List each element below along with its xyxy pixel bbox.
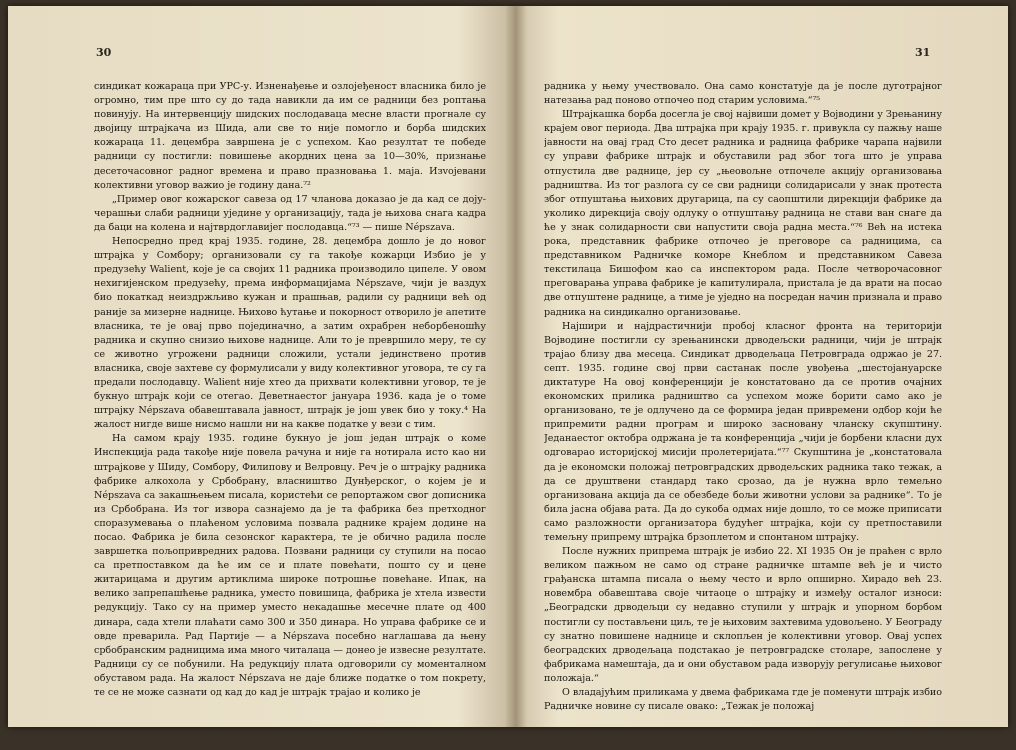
right-paragraph: После нужних припрема штрајк је избио 22. XI 1935 Он је праћен с врло великом пажњом не само од стране радничке штампе већ је и чисто грађанска штампа писала о њему често и врло опширно. Хирадо већ 23. новембра обавештава своје читаоце о штрајку и између осталог износи: „Београдски дрводељци су недавно ступили у штрајк и упорном борбом постигли су постављени циљ, те је њиховим захтевима удовољено. У Београду су знатно повишене наднице и склопљен је колективни уговор. Овај успех београдских дрводељаца подстакао је петровградске столаре, запослене у фабрикама намештаја, да и они обуставом рада изворују регулисање њиховог положаја.“ xyxy=(544,546,942,684)
left-page-number: 30 xyxy=(96,46,112,59)
book-gutter xyxy=(505,6,527,727)
right-page xyxy=(544,80,942,750)
left-paragraph: Непосредно пред крај 1935. године, 28. децембра дошло је до новог штрајка у Сомбору; организовали су га такође кожарци Избио је у предузећу Walient, које је са својих 11 радника производило ципеле. У овом нехигијенском предузећу, према информацијама Népszave, чији је ваздух био покаткад неиздржљиво кужан и прашњав, радили су радници већ од раније за мизерне наднице. Њихово ћутање и покорност отворило је апетите власника, те је овај прво појединачно, а затим охрабрен неборбеношћу радника и скупно снизио њихове наднице. Али то је превршило меру, те су се животно угрожени радници сложили, устали јединствено против власника, своје захтеве су формулисали у виду колективног уговора, те су га предали послодавцу. Walient није хтео да прихвати колективни уговор, те је букнуо штрајк који се отегао. Деветнаестог јануара 1936. када је о томе штрајку Népszava обавештавала јавност, штрајк је још увек био у току.⁴ На жалост нигде више нисмо нашли ни на какве податке у вези с тим. xyxy=(94,236,486,431)
right-page-number: 31 xyxy=(915,46,931,59)
right-paragraph: Штрајкашка борба досегла је свој највиши домет у Војводини у Зрењанину крајем овог периода. Два штрајка при крају 1935. г. привукла су пажњу наше јавности на овај град Сто десет радника и радница фабрике чарапа највили су управи фабрике штрајк и обуставили рад због тога што је управа отпустила две раднице, јер су „њеовољне отпочеле акцију организовања радништва. Из тог разлога су се сви радници солидарисали у знак протеста због отпуштања њихових другарица, па су саопштили дирекцији фабрике да уколико дирекција своју одлуку о отпуштању радница не стави ван снаге да ће у знак солидарности сви напустити своја радна места.“⁷⁶ Већ на истека рока, представник фабрике отпочео је преговоре са радницима, са представником Радничке коморе Кнеблом и представником Савеза текстилаца Бишофом као са инспектором рада. После четворочасовног преговарања управа фабрике је капитулирала, пристала је да врати на посао две отпуштене раднице, а тиме је уједно на посредан начин признала и право радника на синдикално организовање. xyxy=(544,109,942,318)
left-paragraph: На самом крају 1935. године букнуо је још један штрајк о коме Инспекција рада такође није повела рачуна и није га нотирала исто као ни штрајкове у Шиду, Сомбору, Филипову и Велровцу. Реч је о штрајку радника фабрике алкохола у Србобрану, власништво Дунђерског, о којем је и Népszava са закашњењем писала, користећи се репортажом свог дописника из Србобрана. Из тог извора сазнајемо да је та фабрика без претходног споразумевања о плаћеном условима позвала раднике крајем додине на посао. Фабрика је била сезонског карактера, те је обично радила после завршетка пољопривредних радова. Позвани радници су ступили на посао са претпоставком да ће им се и плате повећати, пошто су и цене житарицама и другим артиклима широке потрошње повећане. Ипак, на велико запрепашћење радника, уместо повишица, фабрика је хтела извести редукцију. Тако су на пример уместо некадашње месечне плате од 400 динара, сада хтели плаћати само 300 и 350 динара. Но управа фабрике се и овде преварила. Рад Партије — а Népszava посебно наглашава да њену србобранским радницима има много читалаца — донео је извесне резултате. Радници су се побунили. На редукцију плата одговорили су моменталном обуставом рада. На жалост Népszava не даје ближе податке о том покрету, те се не може сазнати од кад до кад је штрајк трајао и колико је xyxy=(94,433,486,699)
left-paragraph: „Пример овог кожарског савеза од 17 чланова доказао је да кад се дојучерашњи слаби радници уједине у организацију, тада је њихова снага кадра да баци на колена и најтврдоглавијег послодавца.“⁷³ — пише Népszava. xyxy=(94,193,486,233)
right-paragraph: радника у њему учествовало. Она само констатује да је после дуготрајног натезања рад поново отпочео под старим условима.“⁷⁵ xyxy=(544,81,942,107)
right-paragraph: Најшири и најдрастичнији пробој класног фронта на територији Војводине постигли су зрењанински дрводељски радници, чији је штрајк трајао близу два месеца. Синдикат дрводељаца Петровграда одржао је 27. септ. 1935. године свој први састанак после увођења „шестојануарске диктатуре На овој конференцији је констатовано да се против очајних економских прилика радништво са успехом може борити само ако је организовано, те је одлучено да се формира један привремени одбор који ће припремити радни програм и широко засновану чланску скупштину. Једанаестог октобра одржана је та конференција „чији је борбени класни дух одговарао историјској мисији пролетеријата.“⁷⁷ Скупштина је „констатовала да је економски положај петровградских дрводељских радника тако тежак, а да се друштвени стандард тако срозао, да је нужна врло темељно организована акција да се обезбеде бољи животни услови за раднике“. То је била јасна објава рата. Да до сукоба одмах није дошло, то се може приписати само разложности организатора будућег штрајка, који су претпоставили темељну припрему штрајка брзоплетом и спонтаном штрајку. xyxy=(544,320,942,543)
left-page xyxy=(94,80,486,750)
left-paragraph: синдикат кожараца при УРС-у. Изненађење и озлојеђеност власника било је огромно, тим пре што су до тада навикли да им се радници без роптања повинују. На интервенцију шидских послодаваца месне власти прогнале су двојицу штрајкача из Шида, али све то није помогло и борба шидских кожараца 11. децембра завршена је с успехом. Као резултат те победе радници су постигли: повишење акордних цена за 10—30%, признање десеточасовног радног времена и право празновања 1. маја. Изvојевани колективни уговор важио је годину дана.⁷² xyxy=(94,81,486,191)
right-paragraph: О владајућим приликама у двема фабрикама где је поменути штрајк избио Радничке новине су писале овако: „Тежак је положај xyxy=(544,687,942,713)
